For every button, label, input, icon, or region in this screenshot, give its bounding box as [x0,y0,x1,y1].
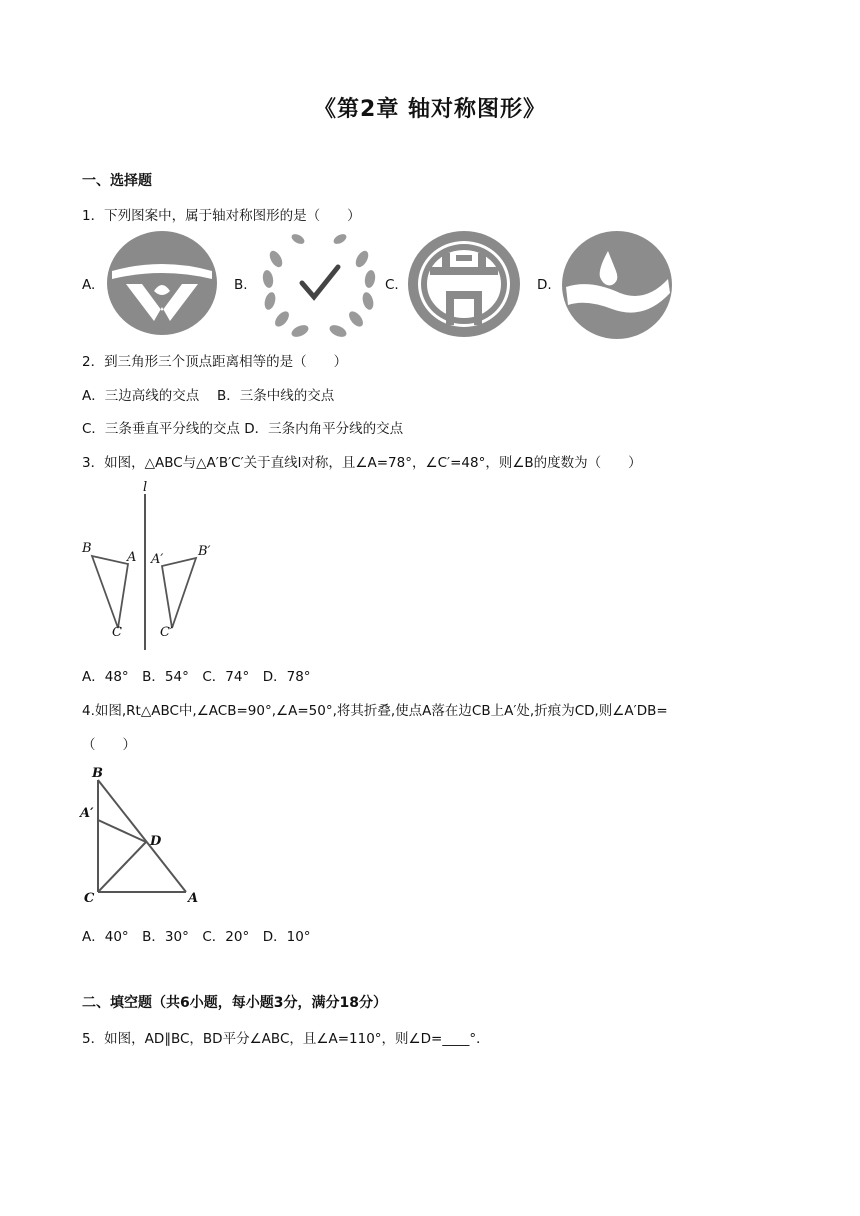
emblem-c-icon [406,229,522,339]
symmetric-triangles-figure [80,478,220,652]
page-title: 《第2章 轴对称图形》 [314,97,546,122]
q1-option-a-label: A. [82,277,96,293]
fig3-label-b: B [82,541,92,556]
fig3-label-b-prime: B′ [198,544,211,559]
question-3-stem: 3．如图，△ABC与△A′B′C′关于直线l对称，且∠A=78°，∠C′=48°，则∠B的度数为（ ） [82,455,642,471]
folded-right-triangle-figure [80,764,204,910]
question-2-options-line1: A．三边高线的交点 B．三条中线的交点 [82,388,335,404]
fig3-label-l: l [143,480,148,495]
fig3-label-a-prime: A′ [151,552,164,567]
fig3-label-c-prime: C′ [160,625,173,640]
question-2-options-line2: C．三条垂直平分线的交点 D．三条内角平分线的交点 [82,421,404,437]
q1-option-b-label: B. [234,277,248,293]
fig4-label-b: B [92,766,103,781]
fig4-label-a-prime: A′ [80,806,94,821]
question-2-stem: 2．到三角形三个顶点距离相等的是（ ） [82,354,348,370]
question-5-stem: 5．如图，AD∥BC，BD平分∠ABC，且∠A=110°，则∠D=____°． [82,1031,490,1047]
fig4-label-c: C [84,891,95,906]
q1-option-c-label: C. [385,277,399,293]
fig4-label-d: D [150,834,162,849]
fig3-label-c: C [112,625,122,640]
question-3-options: A．48° B．54° C．74° D．78° [82,669,311,685]
question-4-stem-line1: 4.如图,Rt△ABC中,∠ACB=90°,∠A=50°,将其折叠,使点A落在边CB上A′处,折痕为CD,则∠A′DB= [82,703,668,719]
section-heading-choice: 一、选择题 [82,173,152,189]
water-drop-emblem-icon [560,229,674,341]
question-1-stem: 1．下列图案中，属于轴对称图形的是（ ） [82,208,361,224]
emblem-a-icon [104,229,220,337]
question-4-options: A．40° B．30° C．20° D．10° [82,929,311,945]
section-heading-fill-blank: 二、填空题（共6小题，每小题3分，满分18分） [82,995,387,1011]
fig4-label-a: A [188,891,199,906]
fig3-label-a: A [127,550,137,565]
laurel-check-icon [258,229,380,341]
q1-option-d-label: D. [537,277,552,293]
question-4-stem-line2: （ ） [82,737,136,753]
